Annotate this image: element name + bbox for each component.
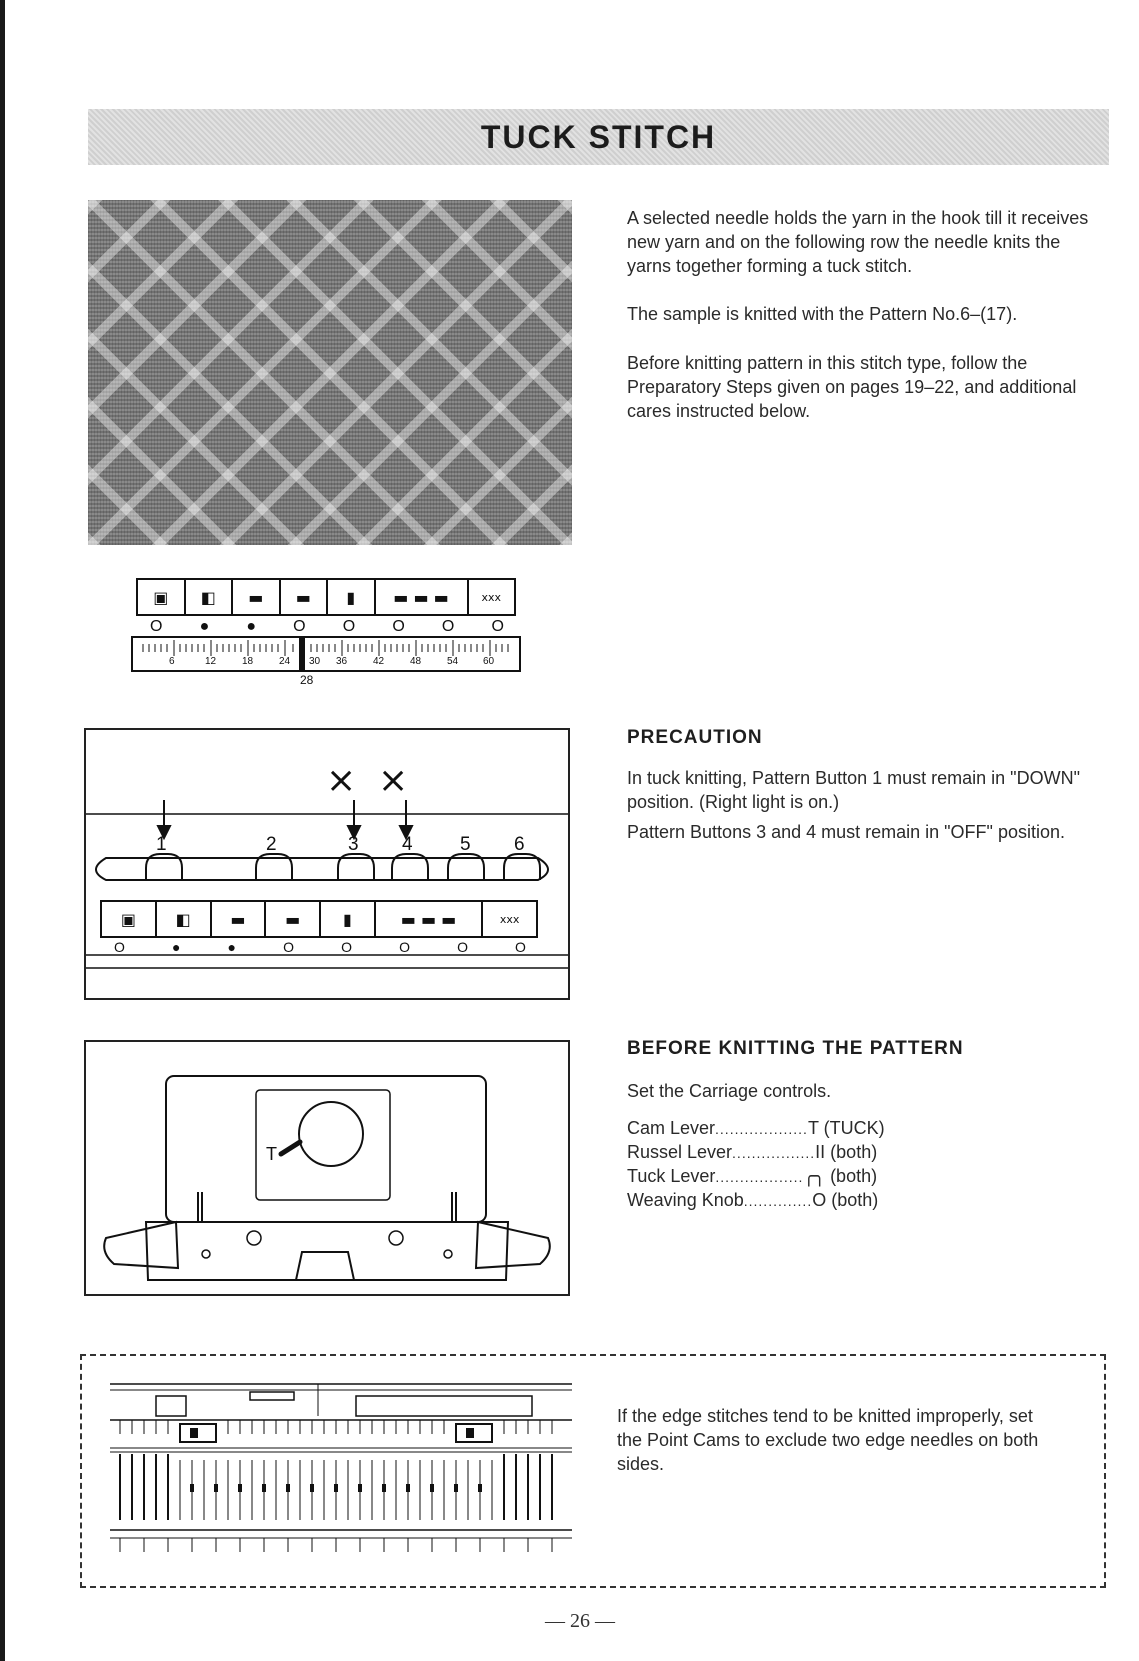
light-3: ● [246, 618, 257, 635]
cam-dial-label: T [266, 1144, 277, 1164]
needle-bed-diagram [110, 1380, 572, 1560]
button-5-icon: ▮ [326, 580, 374, 614]
button-4-icon: ▬ [279, 580, 327, 614]
carriage-diagram [84, 1040, 570, 1296]
scale-tick-label: 30 [309, 656, 321, 667]
scale-labels [133, 656, 519, 668]
setting-dots: .............. [743, 1193, 813, 1209]
carriage-graphic [86, 1042, 568, 1294]
button-number: 4 [402, 834, 413, 855]
button-5-icon: ▮ [319, 902, 374, 936]
button-7-icon: xxx [467, 580, 515, 614]
setting-value: O (both) [812, 1190, 879, 1210]
diagram-button-panel [100, 900, 538, 955]
intro-paragraph-3: Before knitting pattern in this stitch type, follow the Preparatory Steps given on pages 19–22, and additional cares instructed below. [627, 353, 1077, 421]
setting-row-cam-lever [627, 1116, 885, 1141]
light-8: O [515, 939, 526, 955]
intro-paragraph-1: A selected needle holds the yarn in the hook till it receives new yarn and on the following row the needle knits the yarns together forming a tuck stitch. [627, 208, 1089, 276]
light-6: O [399, 939, 410, 955]
light-1: O [150, 618, 163, 635]
button-7-icon: xxx [481, 902, 536, 936]
button-2-icon: ◧ [155, 902, 210, 936]
scale-tick-label: 54 [447, 656, 459, 667]
setting-label: Weaving Knob [627, 1190, 744, 1210]
scale-tick-label: 12 [205, 656, 217, 667]
precaution-line-2: Pattern Buttons 3 and 4 must remain in "OFF" position. [627, 822, 1065, 842]
button-number: 2 [266, 834, 277, 855]
page-edge-bar [0, 0, 5, 1661]
setting-dots: ................. [732, 1145, 816, 1161]
scale-tick-label: 42 [373, 656, 385, 667]
button-3-icon: ▬ [231, 580, 279, 614]
scale-tick-label: 48 [410, 656, 422, 667]
button-numbers [86, 834, 568, 856]
setting-row-tuck-lever [627, 1164, 877, 1189]
light-4: O [293, 618, 306, 635]
indicator-lights [136, 618, 516, 636]
setting-row-weaving-knob [627, 1188, 878, 1213]
setting-label: Russel Lever [627, 1142, 733, 1162]
light-7: O [457, 939, 468, 955]
before-knitting-heading: BEFORE KNITTING THE PATTERN [627, 1038, 964, 1059]
button-3-icon: ▬ [210, 902, 265, 936]
tuck-stitch-sample-photo [88, 200, 572, 545]
light-1: O [114, 939, 125, 955]
setting-value: T (TUCK) [807, 1118, 885, 1138]
light-2: ● [199, 618, 210, 635]
edge-stitch-note: If the edge stitches tend to be knitted improperly, set the Point Cams to exclude two edge needles on both sides. [617, 1406, 1039, 1474]
x-mark: × [326, 760, 357, 801]
button-number: 3 [348, 834, 359, 855]
setting-label: Tuck Lever [627, 1166, 716, 1186]
needle-bed-graphic [110, 1380, 572, 1560]
scale-marker-label: 28 [300, 673, 314, 687]
button-number: 5 [460, 834, 471, 855]
light-4: O [283, 939, 294, 955]
precaution-line-1: In tuck knitting, Pattern Button 1 must remain in "DOWN" position. (Right light is on.) [627, 768, 1080, 812]
setting-dots: .................. [715, 1169, 804, 1185]
button-2-icon: ◧ [184, 580, 232, 614]
button-6-icon: ▬ ▬ ▬ [374, 580, 467, 614]
row-scale [131, 636, 521, 672]
before-knitting-intro: Set the Carriage controls. [627, 1081, 832, 1101]
scale-tick-label: 60 [483, 656, 495, 667]
light-6: O [392, 618, 405, 635]
light-7: O [441, 618, 455, 635]
setting-dots: ................... [715, 1121, 808, 1137]
setting-value: ╭╮ (both) [803, 1166, 878, 1186]
button-number: 6 [514, 834, 525, 855]
setting-value: II (both) [815, 1142, 878, 1162]
button-1-icon: ▣ [153, 587, 169, 607]
setting-row-russel-lever [627, 1140, 877, 1165]
setting-label: Cam Lever [627, 1118, 716, 1138]
button-4-icon: ▬ [264, 902, 319, 936]
scale-tick-label: 6 [169, 656, 175, 667]
page-number: — 26 — [545, 1610, 615, 1632]
light-8: O [491, 618, 504, 635]
diagram-indicator-lights [100, 939, 538, 955]
page-title: TUCK STITCH [480, 119, 717, 155]
diagram-button-strip [100, 900, 538, 938]
intro-paragraph-2: The sample is knitted with the Pattern No.6–(17). [627, 304, 1018, 324]
precaution-diagram [84, 728, 570, 1000]
x-mark: × [378, 760, 409, 801]
pattern-button-panel [136, 578, 516, 636]
button-1-icon: ▣ [120, 909, 136, 929]
button-number: 1 [156, 834, 167, 855]
button-6-icon: ▬ ▬ ▬ [374, 902, 482, 936]
light-3: ● [227, 939, 237, 955]
pattern-button-strip [136, 578, 516, 616]
scale-tick-label: 18 [242, 656, 254, 667]
light-5: O [341, 939, 352, 955]
light-5: O [342, 618, 356, 635]
light-2: ● [171, 939, 181, 955]
scale-tick-label: 36 [336, 656, 348, 667]
precaution-heading: PRECAUTION [627, 727, 763, 748]
scale-tick-label: 24 [279, 656, 291, 667]
